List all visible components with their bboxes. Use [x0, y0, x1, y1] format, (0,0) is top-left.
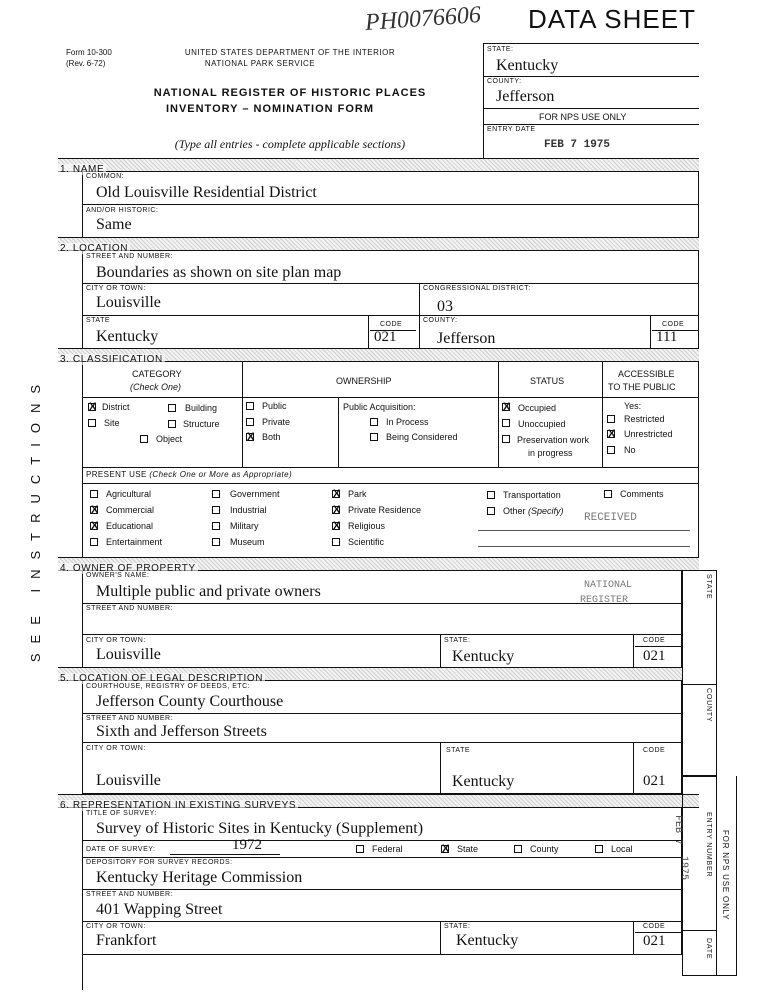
yes-label: Yes: — [624, 401, 642, 411]
loc-state: Kentucky — [96, 328, 159, 345]
owner-state-label: STATE: — [444, 637, 471, 644]
government-label: Government — [230, 489, 280, 499]
district-checkbox[interactable]: X — [89, 401, 97, 413]
object-label: Object — [156, 434, 183, 444]
loc-city: Louisville — [96, 294, 161, 311]
commercial-checkbox[interactable]: X — [91, 504, 99, 516]
department: UNITED STATES DEPARTMENT OF THE INTERIOR — [184, 48, 396, 57]
db-county-label: COUNTY: — [487, 78, 522, 85]
local-survey-checkbox[interactable] — [595, 845, 603, 853]
see-instructions: SEE INSTRUCTIONS — [28, 375, 43, 663]
owner-street-label: STREET AND NUMBER: — [86, 605, 174, 612]
structure-checkbox[interactable] — [168, 420, 176, 428]
park-label: Park — [348, 489, 367, 499]
db-nps-use: FOR NPS USE ONLY — [539, 112, 627, 122]
unoccupied-checkbox[interactable] — [502, 419, 510, 427]
courthouse-label: COURTHOUSE, REGISTRY OF DEEDS, ETC: — [86, 683, 251, 690]
present-use-heading — [86, 470, 292, 479]
loc-county: Jefferson — [437, 330, 496, 347]
restricted-checkbox[interactable] — [607, 415, 615, 423]
site-checkbox[interactable] — [88, 419, 96, 427]
object-checkbox[interactable] — [140, 435, 148, 443]
register-stamp: REGISTER — [580, 595, 629, 606]
federal-label: Federal — [372, 844, 403, 854]
survey-code-label: CODE — [643, 923, 666, 930]
preservation-checkbox[interactable] — [502, 435, 510, 443]
scientific-label: Scientific — [348, 537, 385, 547]
survey-title-label: TITLE OF SURVEY: — [86, 810, 157, 817]
both-label: Both — [262, 432, 281, 442]
common-label: COMMON: — [86, 173, 125, 180]
side-nps-label: FOR NPS USE ONLY — [721, 830, 730, 921]
religious-label: Religious — [348, 521, 386, 531]
survey-city-label: CITY OR TOWN: — [86, 923, 146, 930]
federal-checkbox[interactable] — [356, 845, 364, 853]
structure-label: Structure — [183, 419, 220, 429]
other-label — [503, 506, 564, 516]
national-stamp: NATIONAL — [584, 580, 633, 591]
received-stamp: RECEIVED — [584, 512, 637, 524]
agricultural-checkbox[interactable] — [90, 490, 98, 498]
government-checkbox[interactable] — [212, 490, 220, 498]
loc-county-code: 111 — [656, 329, 678, 345]
ownership-heading: OWNERSHIP — [336, 376, 392, 386]
entertainment-label: Entertainment — [106, 537, 163, 547]
legal-city-label: CITY OR TOWN: — [86, 745, 146, 752]
legal-street-label: STREET AND NUMBER: — [86, 715, 174, 722]
section-surveys-header: 6. REPRESENTATION IN EXISTING SURVEYS — [58, 794, 699, 808]
side-stamp-1975: 1975 — [678, 856, 689, 881]
historic-name: Same — [96, 216, 132, 233]
accessible-heading-1: ACCESSIBLE — [618, 369, 675, 379]
loc-state-label: STATE — [86, 317, 111, 324]
other-label-text: Other — [503, 506, 526, 516]
survey-street-label: STREET AND NUMBER: — [86, 891, 174, 898]
museum-label: Museum — [230, 537, 265, 547]
in-process-label: In Process — [386, 417, 429, 427]
occupied-label: Occupied — [518, 403, 557, 413]
side-stamp-feb: FEB 7 — [672, 815, 683, 846]
present-use-note: (Check One or More as Appropriate) — [149, 470, 293, 479]
form-revision: (Rev. 6-72) — [66, 59, 106, 68]
district-label: District — [102, 402, 130, 412]
survey-code: 021 — [643, 933, 666, 949]
owner-code-label: CODE — [643, 637, 666, 644]
religious-checkbox[interactable]: X — [333, 520, 341, 532]
loc-street-label: STREET AND NUMBER: — [86, 253, 174, 260]
service: NATIONAL PARK SERVICE — [204, 59, 316, 68]
form-title-1: NATIONAL REGISTER OF HISTORIC PLACES — [153, 87, 427, 99]
side-county-label: COUNTY — [705, 688, 712, 723]
section-location-header: 2. LOCATION — [58, 237, 699, 251]
db-entry-label: ENTRY DATE — [487, 126, 536, 133]
status-heading: STATUS — [530, 376, 565, 386]
form-number: Form 10-300 — [66, 48, 112, 57]
owner-state: Kentucky — [452, 648, 515, 665]
depository: Kentucky Heritage Commission — [96, 869, 303, 886]
survey-date: 1972 — [232, 837, 262, 853]
common-name: Old Louisville Residential District — [96, 184, 317, 201]
unoccupied-label: Unoccupied — [518, 419, 566, 429]
historic-label: AND/OR HISTORIC: — [86, 207, 159, 214]
check-one-note: (Check One) — [130, 382, 182, 392]
survey-city: Frankfort — [96, 932, 157, 949]
survey-state: Kentucky — [456, 932, 519, 949]
being-considered-label: Being Considered — [386, 432, 458, 442]
private-checkbox[interactable] — [246, 418, 254, 426]
industrial-label: Industrial — [230, 505, 267, 515]
public-acquisition-label: Public Acquisition: — [343, 402, 416, 412]
transportation-label: Transportation — [503, 490, 561, 500]
industrial-checkbox[interactable] — [212, 506, 220, 514]
specify-note: (Specify) — [528, 506, 564, 516]
military-label: Military — [230, 521, 259, 531]
survey-state-label: STATE: — [444, 923, 471, 930]
section-owner-header: 4. OWNER OF PROPERTY — [58, 557, 699, 571]
survey-street: 401 Wapping Street — [96, 901, 223, 918]
in-progress-label: in progress — [528, 448, 573, 458]
section-name-header: 1. NAME — [58, 158, 699, 172]
legal-state: Kentucky — [452, 773, 515, 790]
side-date-label: DATE — [705, 938, 712, 960]
survey-title: Survey of Historic Sites in Kentucky (Supplement) — [96, 820, 424, 837]
no-checkbox[interactable] — [607, 446, 615, 454]
category-heading: CATEGORY — [132, 369, 182, 379]
cong-district: 03 — [437, 298, 453, 315]
county-survey-label: County — [530, 844, 559, 854]
private-residence-checkbox[interactable]: X — [333, 504, 341, 516]
transportation-checkbox[interactable] — [487, 491, 495, 499]
side-state-label: STATE — [705, 574, 712, 600]
educational-checkbox[interactable]: X — [91, 520, 99, 532]
db-state-label: STATE: — [487, 46, 514, 53]
survey-date-label: DATE OF SURVEY: — [86, 846, 156, 853]
loc-city-label: CITY OR TOWN: — [86, 285, 146, 292]
owner-name: Multiple public and private owners — [96, 583, 321, 600]
state-survey-checkbox[interactable]: X — [442, 843, 450, 855]
legal-state-label: STATE — [446, 747, 471, 754]
museum-checkbox[interactable] — [212, 538, 220, 546]
owner-label: OWNER'S NAME: — [86, 572, 150, 579]
accessible-heading-2: TO THE PUBLIC — [608, 382, 676, 392]
scientific-checkbox[interactable] — [332, 538, 340, 546]
in-process-checkbox[interactable] — [370, 418, 378, 426]
entertainment-checkbox[interactable] — [90, 538, 98, 546]
preservation-label: Preservation work — [517, 435, 590, 445]
public-checkbox[interactable] — [246, 402, 254, 410]
owner-city-label: CITY OR TOWN: — [86, 637, 146, 644]
handwritten-id: PH0076606 — [364, 1, 482, 37]
building-checkbox[interactable] — [168, 404, 176, 412]
loc-state-code: 021 — [374, 329, 397, 345]
comments-checkbox[interactable] — [604, 490, 612, 498]
form-title-2: INVENTORY – NOMINATION FORM — [165, 103, 375, 115]
site-label: Site — [104, 418, 120, 428]
legal-street: Sixth and Jefferson Streets — [96, 723, 267, 740]
section-classification-header: 3. CLASSIFICATION — [58, 348, 699, 362]
owner-code: 021 — [643, 648, 666, 664]
building-label: Building — [185, 403, 218, 413]
data-sheet-title: DATA SHEET — [528, 4, 696, 34]
unrestricted-checkbox[interactable]: X — [608, 428, 616, 440]
cong-label: CONGRESSIONAL DISTRICT: — [423, 285, 531, 292]
county-survey-checkbox[interactable] — [514, 845, 522, 853]
military-checkbox[interactable] — [212, 522, 220, 530]
unrestricted-label: Unrestricted — [624, 429, 673, 439]
instructions: (Type all entries - complete applicable sections) — [174, 137, 406, 151]
private-label: Private — [262, 417, 291, 427]
park-checkbox[interactable]: X — [333, 488, 341, 500]
courthouse: Jefferson County Courthouse — [96, 693, 284, 710]
local-survey-label: Local — [611, 844, 633, 854]
depository-label: DEPOSITORY FOR SURVEY RECORDS: — [86, 859, 233, 866]
other-checkbox[interactable] — [487, 507, 495, 515]
comments-label: Comments — [620, 489, 664, 499]
db-state: Kentucky — [496, 57, 559, 74]
loc-code-label: CODE — [380, 321, 403, 328]
restricted-label: Restricted — [624, 414, 665, 424]
no-label: No — [624, 445, 636, 455]
commercial-label: Commercial — [106, 505, 155, 515]
loc-county-label: COUNTY: — [423, 317, 458, 324]
legal-code-label: CODE — [643, 747, 666, 754]
being-considered-checkbox[interactable] — [370, 433, 378, 441]
public-label: Public — [262, 401, 287, 411]
section-legal-header: 5. LOCATION OF LEGAL DESCRIPTION — [58, 667, 682, 681]
agricultural-label: Agricultural — [106, 489, 152, 499]
db-county: Jefferson — [496, 88, 555, 105]
loc-street: Boundaries as shown on site plan map — [96, 264, 342, 281]
legal-city: Louisville — [96, 772, 161, 789]
legal-code: 021 — [643, 773, 666, 789]
state-survey-label: State — [457, 844, 479, 854]
educational-label: Educational — [106, 521, 154, 531]
private-residence-label: Private Residence — [348, 505, 422, 515]
occupied-checkbox[interactable]: X — [503, 401, 511, 413]
data-sheet-box — [483, 43, 699, 158]
db-entry-date: FEB 7 1975 — [544, 139, 611, 151]
loc-county-code-label: CODE — [662, 321, 685, 328]
present-use-label: PRESENT USE — [86, 470, 147, 479]
side-entry-number-label: ENTRY NUMBER — [705, 812, 712, 878]
owner-city: Louisville — [96, 646, 161, 663]
both-checkbox[interactable]: X — [247, 431, 255, 443]
